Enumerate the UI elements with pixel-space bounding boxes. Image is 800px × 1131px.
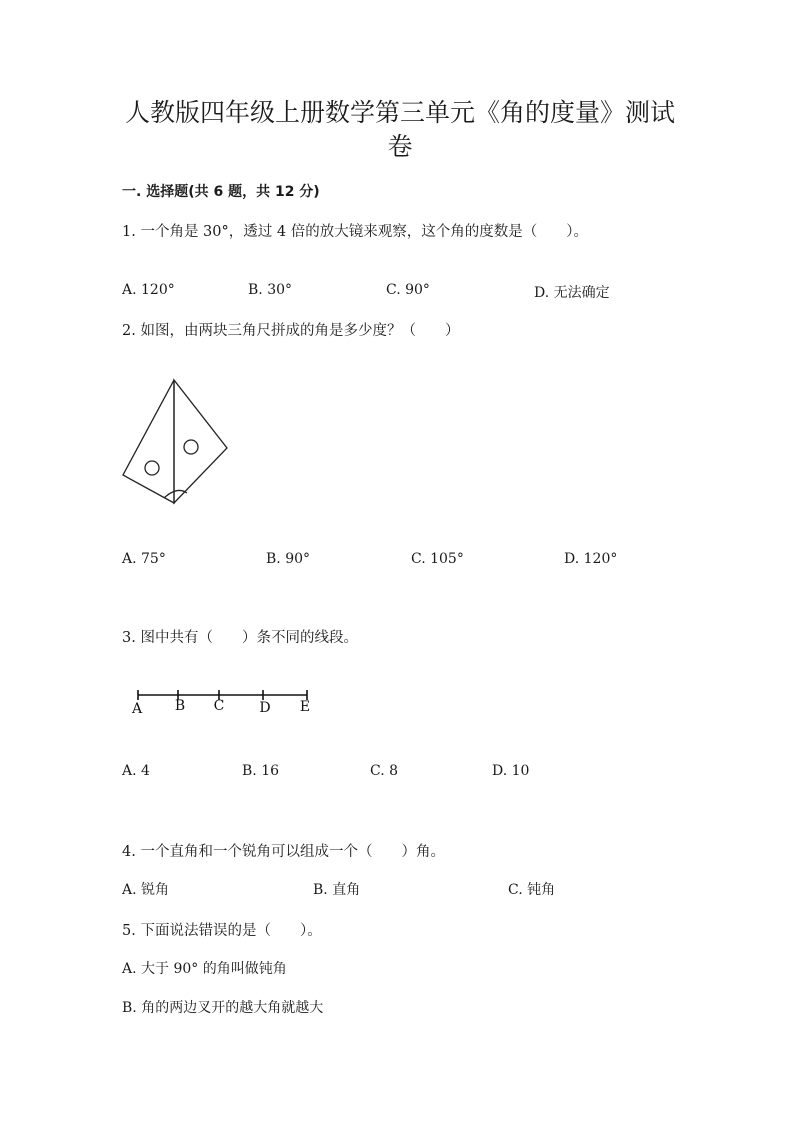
point-label-e: E	[299, 699, 311, 715]
q4-option-c[interactable]: C. 钝角	[508, 882, 556, 898]
point-label-d: D	[259, 700, 271, 716]
point-label-a: A	[131, 701, 143, 717]
q3-option-d[interactable]: D. 10	[492, 763, 530, 779]
line-segment-figure	[130, 686, 320, 716]
page-title-line2: 卷	[387, 132, 413, 161]
q1-option-a[interactable]: A. 120°	[122, 282, 175, 298]
q3-option-b[interactable]: B. 16	[242, 763, 280, 779]
q4-option-a[interactable]: A. 锐角	[122, 882, 170, 898]
right-square-hole	[184, 440, 198, 454]
left-set-square	[123, 380, 174, 503]
section-heading: 一. 选择题(共 6 题，共 12 分)	[122, 184, 320, 200]
q2-option-c[interactable]: C. 105°	[411, 551, 464, 567]
right-set-square	[174, 380, 227, 503]
q1-option-b[interactable]: B. 30°	[248, 282, 293, 298]
question-1-text: 1. 一个角是 30°，透过 4 倍的放大镜来观察，这个角的度数是（ ）。	[122, 224, 588, 240]
q1-option-d[interactable]: D. 无法确定	[534, 285, 610, 301]
q4-option-b[interactable]: B. 直角	[313, 882, 361, 898]
angle-arc	[164, 490, 187, 498]
q1-option-c[interactable]: C. 90°	[386, 282, 430, 298]
q5-option-b[interactable]: B. 角的两边叉开的越大角就越大	[122, 1000, 324, 1016]
triangle-rulers-figure	[115, 372, 235, 512]
question-3-text: 3. 图中共有（ ）条不同的线段。	[122, 630, 358, 646]
question-5-text: 5. 下面说法错误的是（ ）。	[122, 923, 322, 939]
point-label-b: B	[174, 698, 186, 714]
left-square-hole	[145, 461, 159, 475]
point-label-c: C	[213, 698, 225, 714]
q3-option-c[interactable]: C. 8	[370, 763, 399, 779]
q3-option-a[interactable]: A. 4	[122, 763, 150, 779]
q2-option-a[interactable]: A. 75°	[122, 551, 166, 567]
question-4-text: 4. 一个直角和一个锐角可以组成一个（ ）角。	[122, 844, 445, 860]
question-2-text: 2. 如图，由两块三角尺拼成的角是多少度？（ ）	[122, 323, 460, 339]
page-title-line1: 人教版四年级上册数学第三单元《角的度量》测试	[124, 98, 675, 127]
q2-option-d[interactable]: D. 120°	[564, 551, 618, 567]
q5-option-a[interactable]: A. 大于 90° 的角叫做钝角	[122, 961, 287, 977]
q2-option-b[interactable]: B. 90°	[266, 551, 311, 567]
